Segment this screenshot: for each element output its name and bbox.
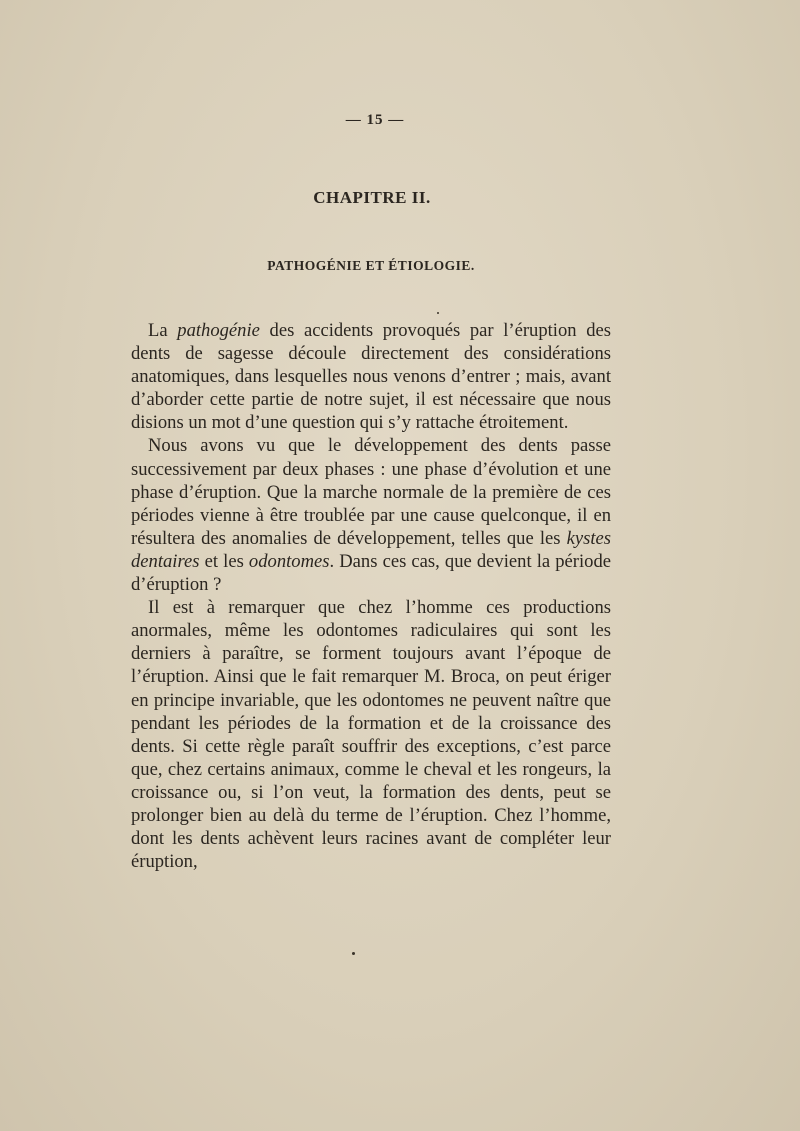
text-segment: . Dans ces cas, que devient la période d’éruption ? [131, 550, 611, 596]
ink-speck [352, 952, 355, 955]
page-number: — 15 — [345, 112, 405, 128]
body-text [131, 319, 611, 873]
italic-term: kystes dentaires [131, 527, 611, 572]
text-segment: des accidents provoqués par l’éruption des dents de sagesse découle directement des considérations anatomiques, dans lesquelles nous venons d’entrer ; mais, avant d’aborder cette partie de notre sujet, il est nécessaire que nous disions un mot d’une question qui s’y rattache étroitement. [131, 320, 611, 434]
text-segment: Nous avons vu que le développement des dents passe successivement par deux phases : une phase d’évolution et une phase d’éruption. Que la marche normale de la première de ces périodes vienne à être troublée par une cause quelconque, il en résultera des anomalies de développement, telles que les [131, 435, 611, 549]
section-title: PATHOGÉNIE ET ÉTIOLOGIE. [267, 258, 475, 273]
ink-speck [437, 312, 439, 314]
paragraph [131, 319, 611, 434]
text-segment: Il est à remarquer que chez l’homme ces productions anormales, même les odontomes radiculaires qui sont les derniers à paraître, se forment toujours avant l’époque de l’éruption. Ainsi que le fait remarquer M. Broca, on peut ériger en principe invariable, que les odontomes ne peuvent naître que pendant les périodes de la formation et de la croissance des dents. Si cette règle paraît souffrir des exceptions, c’est parce que, chez certains animaux, comme le cheval et les rongeurs, la croissance ou, si l’on veut, la formation des dents, peut se prolonger bien au delà du terme de l’éruption. Chez l’homme, dont les dents achèvent leurs racines avant de compléter leur éruption, [131, 597, 611, 873]
text-segment: et les [199, 550, 249, 572]
italic-term: odontomes [248, 550, 330, 572]
paragraph [131, 596, 611, 873]
text-segment: La [148, 320, 178, 341]
paragraph [131, 434, 611, 596]
italic-term: pathogénie [177, 320, 260, 341]
chapter-title: CHAPITRE II. [313, 188, 431, 207]
